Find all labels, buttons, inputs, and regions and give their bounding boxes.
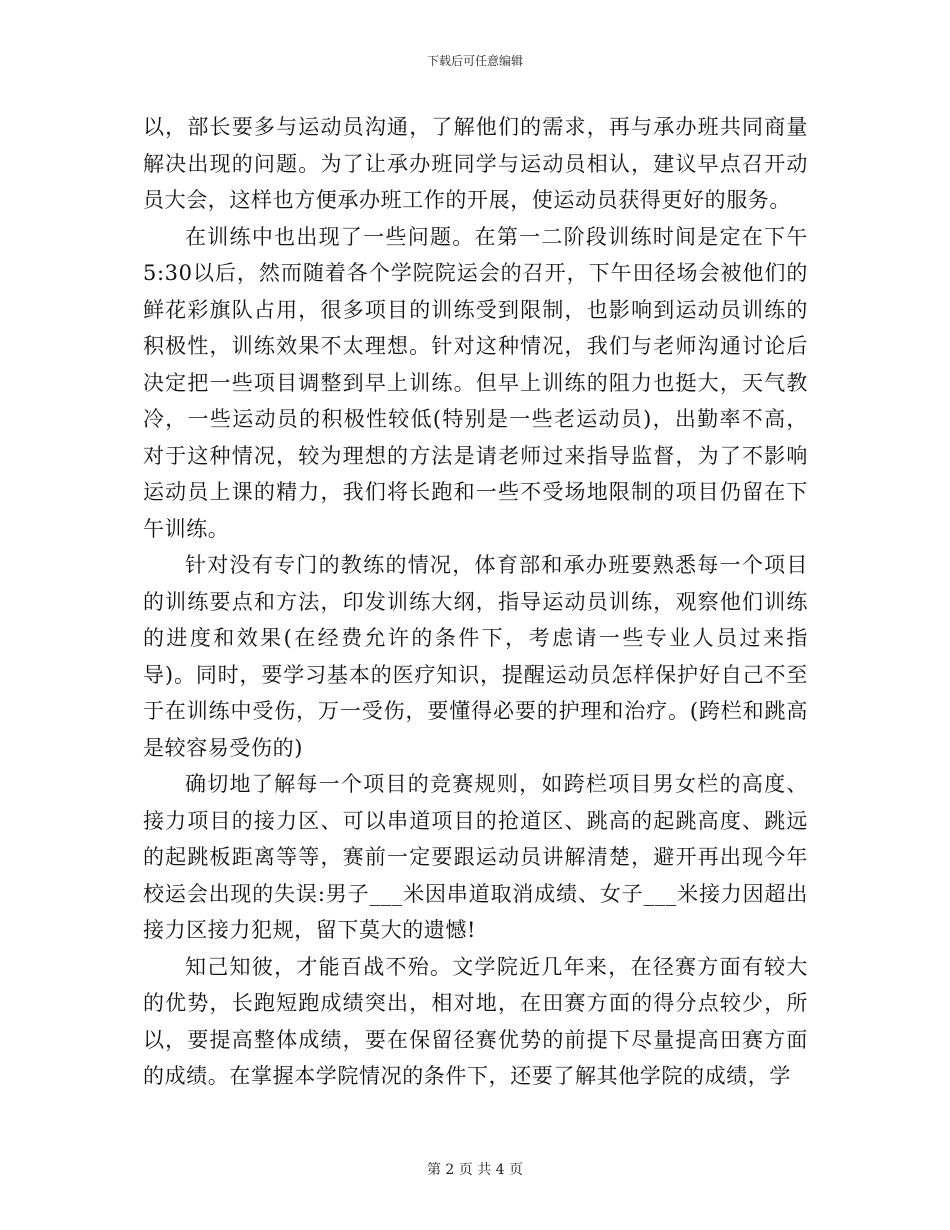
- paragraph-continuation: 以，部长要多与运动员沟通，了解他们的需求，再与承办班共同商量解决出现的问题。为了让承办班同学与运动员相认，建议早点召开动员大会，这样也方便承办班工作的开展，使运动员获得更好的服务。: [143, 115, 808, 212]
- paragraph-competition-rules: 确切地了解每一个项目的竞赛规则，如跨栏项目男女栏的高度、接力项目的接力区、可以串道项目的抢道区、跳高的起跳高度、跳远的起跳板距离等等，赛前一定要跟运动员讲解清楚，避开再出现今年校运会出现的失误:男子___米因串道取消成绩、女子___米接力因超出接力区接力犯规，留下莫大的遗憾!: [143, 772, 808, 942]
- paragraph-training-issues: 在训练中也出现了一些问题。在第一二阶段训练时间是定在下午5:30以后，然而随着各个学院院运会的召开，下午田径场会被他们的鲜花彩旗队占用，很多项目的训练受到限制，也影响到运动员训练的积极性，训练效果不太理想。针对这种情况，我们与老师沟通讨论后决定把一些项目调整到早上训练。但早上训练的阻力也挺大，天气教冷，一些运动员的积极性较低(特别是一些老运动员)，出勤率不高，对于这种情况，较为理想的方法是请老师过来指导监督，为了不影响运动员上课的精力，我们将长跑和一些不受场地限制的项目仍留在下午训练。: [143, 224, 808, 541]
- page-header: 下载后可任意编辑: [426, 54, 523, 68]
- document-body: [143, 109, 808, 1095]
- paragraph-strategy: 知己知彼，才能百战不殆。文学院近几年来，在径赛方面有较大的优势，长跑短跑成绩突出，相对地，在田赛方面的得分点较少，所以，要提高整体成绩，要在保留径赛优势的前提下尽量提高田赛方面的成绩。在掌握本学院情况的条件下，还要了解其他学院的成绩，学: [143, 954, 808, 1088]
- page-number: 第 2 页 共 4 页: [426, 1162, 524, 1178]
- paragraph-coaching: 针对没有专门的教练的情况，体育部和承办班要熟悉每一个项目的训练要点和方法，印发训练大纲，指导运动员训练，观察他们训练的进度和效果(在经费允许的条件下，考虑请一些专业人员过来指导)。同时，要学习基本的医疗知识，提醒运动员怎样保护好自己不至于在训练中受伤，万一受伤，要懂得必要的护理和治疗。(跨栏和跳高是较容易受伤的): [143, 553, 808, 760]
